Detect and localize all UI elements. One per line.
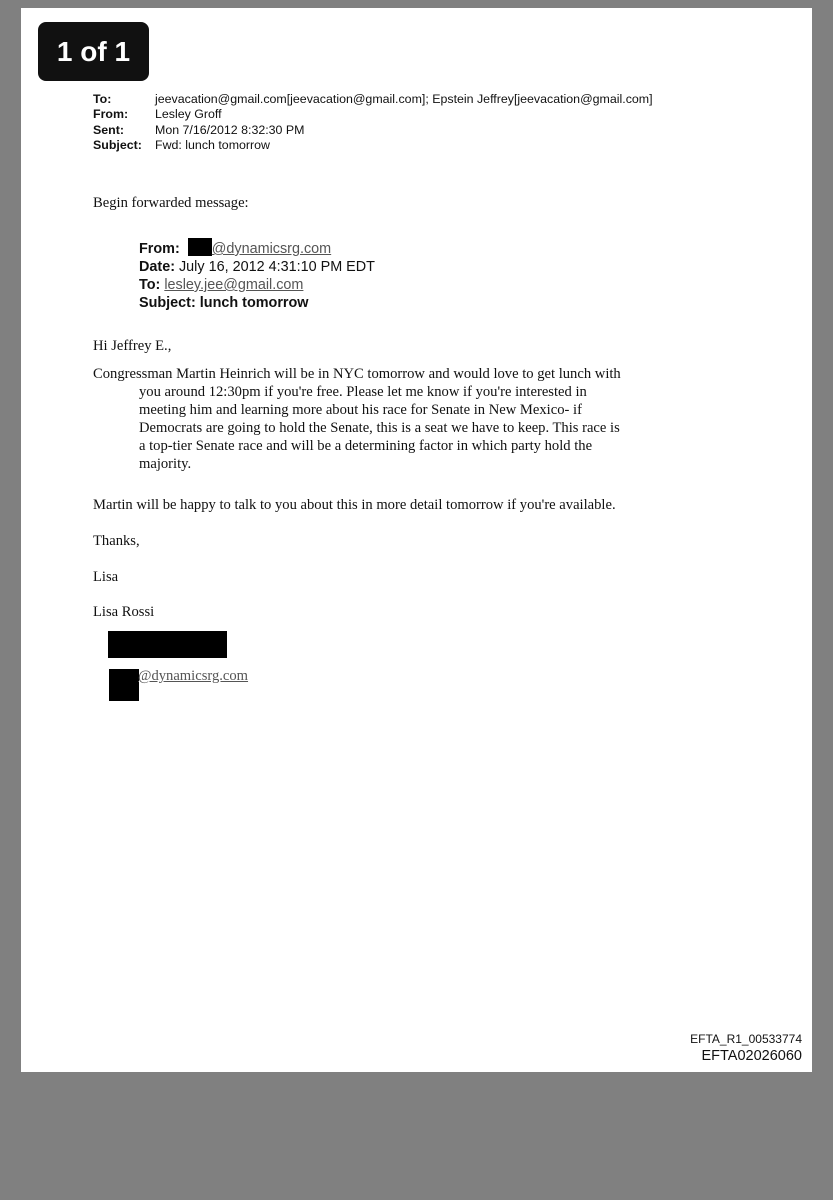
header-subject-row bbox=[93, 138, 653, 153]
martin-line: Martin will be happy to talk to you about this in more detail tomorrow if you're available. bbox=[93, 497, 616, 513]
header-value: Fwd: lunch tomorrow bbox=[155, 137, 270, 152]
header-label: To: bbox=[93, 92, 112, 106]
header-label: Sent: bbox=[93, 122, 124, 137]
redaction-bar bbox=[188, 238, 212, 256]
signature-email[interactable]: @dynamicsrg.com bbox=[138, 668, 249, 684]
body-line: you around 12:30pm if you're free. Please let me know if you're interested in bbox=[139, 384, 587, 400]
greeting: Hi Jeffrey E., bbox=[93, 338, 172, 354]
header-value: jeevacation@gmail.com[jeevacation@gmail.com]; Epstein Jeffrey[jeevacation@gmail.com] bbox=[155, 92, 653, 106]
begin-forwarded-text: Begin forwarded message: bbox=[93, 195, 249, 211]
body-line: Congressman Martin Heinrich will be in NYC tomorrow and would love to get lunch with bbox=[93, 366, 621, 382]
header-label: Subject: bbox=[93, 137, 142, 152]
forwarded-to-row bbox=[139, 276, 375, 294]
thanks-line: Thanks, bbox=[93, 533, 140, 549]
header-value: Lesley Groff bbox=[155, 107, 222, 122]
forwarded-date-value: July 16, 2012 4:31:10 PM EDT bbox=[178, 259, 375, 275]
body-paragraph bbox=[93, 365, 621, 473]
body-line: meeting him and learning more about his race for Senate in New Mexico- if bbox=[139, 402, 582, 418]
forwarded-to-label: To: bbox=[139, 277, 161, 293]
body-line: Democrats are going to hold the Senate, this is a seat we have to keep. This race is bbox=[139, 420, 620, 436]
email-header bbox=[93, 92, 653, 153]
forwarded-subject-label: Subject: bbox=[139, 295, 196, 311]
forwarded-date-row bbox=[139, 258, 375, 276]
forwarded-date-label: Date: bbox=[139, 259, 175, 275]
forwarded-subject-row bbox=[139, 294, 375, 312]
body-line: majority. bbox=[139, 456, 192, 472]
signature-full-name: Lisa Rossi bbox=[93, 604, 155, 620]
header-sent-row bbox=[93, 123, 653, 138]
forwarded-from-row bbox=[139, 238, 375, 258]
page-counter-badge: 1 of 1 bbox=[38, 22, 149, 81]
redaction-block bbox=[109, 669, 139, 701]
document-page bbox=[21, 8, 812, 1072]
forwarded-from-email[interactable]: @dynamicsrg.com bbox=[211, 241, 332, 257]
header-value: Mon 7/16/2012 8:32:30 PM bbox=[155, 122, 305, 137]
header-label: From: bbox=[93, 107, 129, 122]
header-from-row bbox=[93, 107, 653, 122]
signature-first-name: Lisa bbox=[93, 569, 119, 585]
header-to-row bbox=[93, 92, 653, 107]
forwarded-subject-value: lunch tomorrow bbox=[199, 295, 309, 311]
redaction-block bbox=[108, 631, 227, 658]
bates-number-2: EFTA02026060 bbox=[701, 1048, 802, 1064]
forwarded-from-label: From: bbox=[139, 241, 180, 257]
forwarded-to-email[interactable]: lesley.jee@gmail.com bbox=[164, 277, 304, 293]
bates-number-1: EFTA_R1_00533774 bbox=[690, 1032, 802, 1046]
forwarded-header bbox=[139, 238, 375, 312]
body-line: a top-tier Senate race and will be a determining factor in which party hold the bbox=[139, 438, 593, 454]
